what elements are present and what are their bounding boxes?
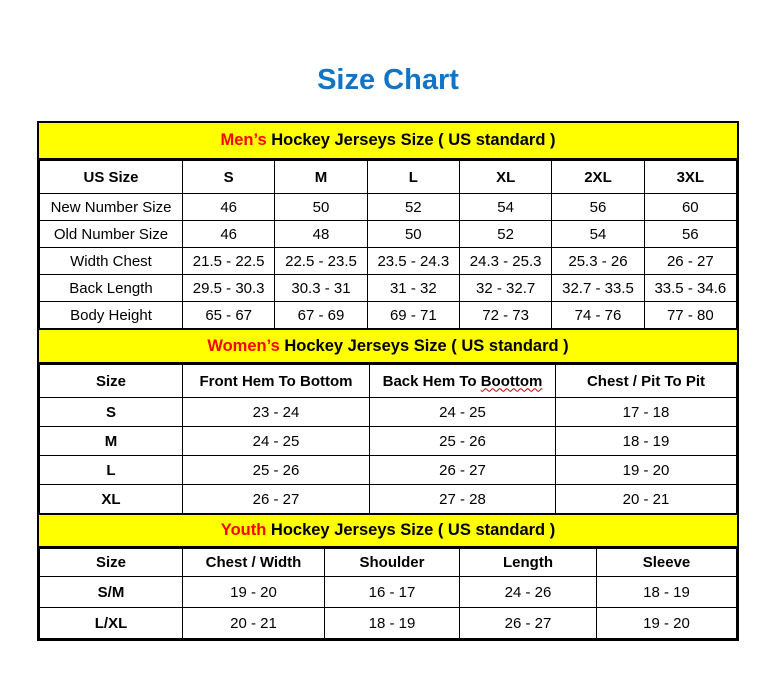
- column-header: Sleeve: [597, 549, 737, 577]
- table-row: [40, 302, 737, 329]
- size-chart-table: [37, 121, 739, 641]
- size-value-cell: 25 - 26: [183, 456, 370, 485]
- size-value-cell: 27 - 28: [370, 485, 556, 514]
- table-row: [40, 485, 737, 514]
- mens-banner-highlight: Men’s: [220, 131, 267, 149]
- column-header: Size: [40, 549, 183, 577]
- size-value-cell: 21.5 - 22.5: [183, 248, 275, 275]
- table-row: [40, 275, 737, 302]
- size-value-cell: 18 - 19: [325, 608, 460, 639]
- size-value-cell: 26 - 27: [460, 608, 597, 639]
- column-header: Chest / Pit To Pit: [556, 365, 737, 398]
- column-header: Length: [460, 549, 597, 577]
- size-value-cell: 26 - 27: [183, 485, 370, 514]
- mens-banner-text: Hockey Jerseys Size ( US standard ): [271, 131, 556, 149]
- size-value-cell: 50: [275, 194, 367, 221]
- youth-banner-highlight: Youth: [220, 521, 267, 539]
- size-value-cell: 23.5 - 24.3: [367, 248, 459, 275]
- size-value-cell: 52: [367, 194, 459, 221]
- size-value-cell: 24 - 26: [460, 577, 597, 608]
- row-label: L: [40, 456, 183, 485]
- size-value-cell: 56: [552, 194, 644, 221]
- row-label: New Number Size: [40, 194, 183, 221]
- size-value-cell: 24 - 25: [370, 398, 556, 427]
- size-value-cell: 26 - 27: [370, 456, 556, 485]
- column-header: Chest / Width: [183, 549, 325, 577]
- size-value-cell: 20 - 21: [556, 485, 737, 514]
- size-value-cell: 50: [367, 221, 459, 248]
- size-value-cell: 25.3 - 26: [552, 248, 644, 275]
- misspelled-word: Boottom: [480, 372, 543, 390]
- womens-banner-highlight: Women’s: [207, 337, 280, 355]
- column-header: M: [275, 161, 367, 194]
- table-row: [40, 248, 737, 275]
- size-value-cell: 54: [552, 221, 644, 248]
- column-header: XL: [459, 161, 551, 194]
- size-value-cell: 72 - 73: [459, 302, 551, 329]
- size-value-cell: 25 - 26: [370, 427, 556, 456]
- row-label: Width Chest: [40, 248, 183, 275]
- youth-banner-text: Hockey Jerseys Size ( US standard ): [270, 521, 556, 539]
- size-value-cell: 67 - 69: [275, 302, 367, 329]
- column-header: L: [367, 161, 459, 194]
- mens-section-banner: [39, 123, 737, 160]
- column-header: 2XL: [552, 161, 644, 194]
- table-row: [40, 194, 737, 221]
- womens-banner-text: Hockey Jerseys Size ( US standard ): [284, 337, 569, 355]
- column-header: US Size: [40, 161, 183, 194]
- mens-header-row: [40, 161, 737, 194]
- size-value-cell: 24 - 25: [183, 427, 370, 456]
- column-header: S: [183, 161, 275, 194]
- youth-section-banner: [39, 514, 737, 548]
- row-label: L/XL: [40, 608, 183, 639]
- size-value-cell: 65 - 67: [183, 302, 275, 329]
- youth-size-table: [39, 548, 737, 639]
- size-value-cell: 32 - 32.7: [459, 275, 551, 302]
- size-value-cell: 23 - 24: [183, 398, 370, 427]
- table-row: [40, 456, 737, 485]
- table-row: [40, 221, 737, 248]
- table-row: [40, 608, 737, 639]
- size-value-cell: 17 - 18: [556, 398, 737, 427]
- womens-header-row: [40, 365, 737, 398]
- size-value-cell: 26 - 27: [644, 248, 736, 275]
- column-header: Shoulder: [325, 549, 460, 577]
- size-value-cell: 30.3 - 31: [275, 275, 367, 302]
- row-label: Back Length: [40, 275, 183, 302]
- row-label: Body Height: [40, 302, 183, 329]
- table-row: [40, 398, 737, 427]
- row-label: XL: [40, 485, 183, 514]
- size-value-cell: 56: [644, 221, 736, 248]
- size-value-cell: 16 - 17: [325, 577, 460, 608]
- size-value-cell: 32.7 - 33.5: [552, 275, 644, 302]
- womens-size-table: [39, 364, 737, 514]
- row-label: S/M: [40, 577, 183, 608]
- size-value-cell: 29.5 - 30.3: [183, 275, 275, 302]
- youth-header-row: [40, 549, 737, 577]
- size-value-cell: 31 - 32: [367, 275, 459, 302]
- size-value-cell: 19 - 20: [183, 577, 325, 608]
- size-value-cell: 52: [459, 221, 551, 248]
- size-value-cell: 77 - 80: [644, 302, 736, 329]
- size-value-cell: 54: [459, 194, 551, 221]
- size-value-cell: 19 - 20: [556, 456, 737, 485]
- size-value-cell: 48: [275, 221, 367, 248]
- size-value-cell: 20 - 21: [183, 608, 325, 639]
- size-value-cell: 18 - 19: [556, 427, 737, 456]
- row-label: S: [40, 398, 183, 427]
- mens-size-table: [39, 160, 737, 329]
- column-header: Size: [40, 365, 183, 398]
- table-row: [40, 577, 737, 608]
- table-row: [40, 427, 737, 456]
- size-value-cell: 60: [644, 194, 736, 221]
- size-value-cell: 33.5 - 34.6: [644, 275, 736, 302]
- column-header: 3XL: [644, 161, 736, 194]
- size-value-cell: 19 - 20: [597, 608, 737, 639]
- row-label: Old Number Size: [40, 221, 183, 248]
- page-title: Size Chart: [317, 64, 459, 96]
- womens-section-banner: [39, 329, 737, 364]
- column-header: Front Hem To Bottom: [183, 365, 370, 398]
- size-value-cell: 24.3 - 25.3: [459, 248, 551, 275]
- size-value-cell: 22.5 - 23.5: [275, 248, 367, 275]
- size-value-cell: 74 - 76: [552, 302, 644, 329]
- size-value-cell: 69 - 71: [367, 302, 459, 329]
- row-label: M: [40, 427, 183, 456]
- column-header: Back Hem To Boottom: [370, 365, 556, 398]
- size-value-cell: 46: [183, 194, 275, 221]
- size-value-cell: 18 - 19: [597, 577, 737, 608]
- size-value-cell: 46: [183, 221, 275, 248]
